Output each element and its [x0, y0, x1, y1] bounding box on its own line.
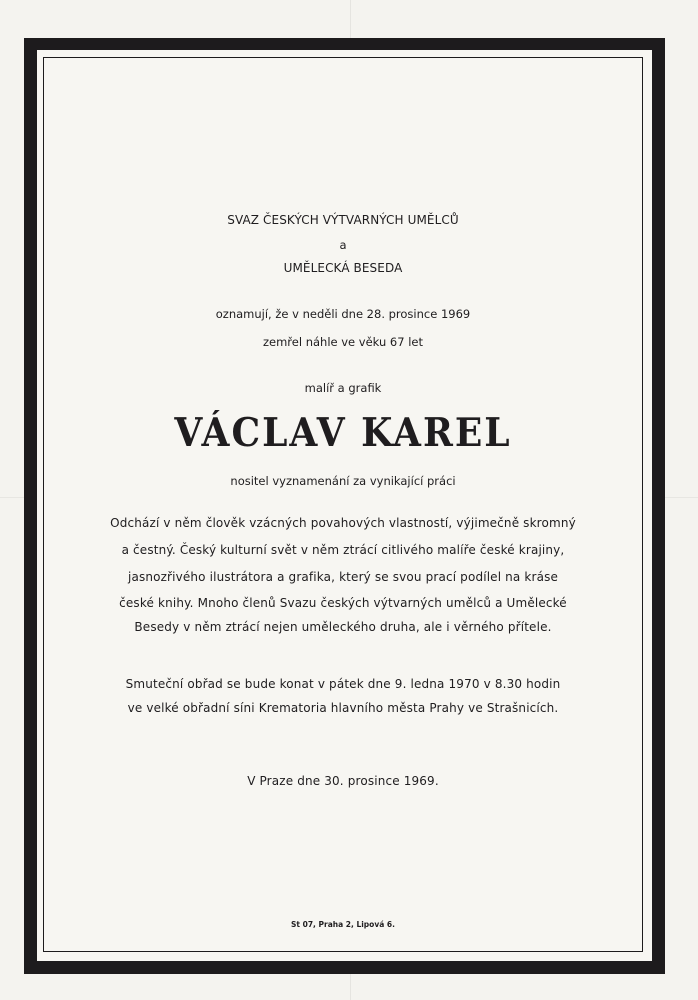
ceremony-line: ve velké obřadní síni Krematoria hlavního města Prahy ve Strašnicích. [127, 701, 559, 715]
inner-frame-line [43, 57, 643, 952]
place-date: V Praze dne 30. prosince 1969. [247, 774, 439, 788]
organization-1: SVAZ ČESKÝCH VÝTVARNÝCH UMĚLCŮ [227, 213, 459, 227]
printer-mark: St 07, Praha 2, Lipová 6. [291, 920, 395, 929]
tribute-line: jasnozřivého ilustrátora a grafika, který se svou prací podílel na kráse [127, 570, 559, 584]
tribute-line: české knihy. Mnoho členů Svazu českých výtvarných umělců a Umělecké [119, 596, 567, 610]
deceased-name: VÁCLAV KAREL [174, 410, 512, 456]
organization-2: UMĚLECKÁ BESEDA [283, 261, 403, 275]
tribute-line: a čestný. Český kulturní svět v něm ztrácí citlivého malíře české krajiny, [121, 543, 565, 557]
announcement-age: zemřel náhle ve věku 67 let [262, 335, 423, 349]
award: nositel vyznamenání za vynikající práci [230, 474, 456, 488]
announcement-date: oznamují, že v neděli dne 28. prosince 1969 [215, 307, 471, 321]
profession: malíř a grafik [304, 381, 382, 395]
conjunction: a [339, 238, 347, 252]
tribute-line: Odchází v něm člověk vzácných povahových vlastností, výjimečně skromný [110, 516, 576, 530]
tribute-line: Besedy v něm ztrácí nejen uměleckého druha, ale i věrného přítele. [134, 620, 552, 634]
ceremony-line: Smuteční obřad se bude konat v pátek dne 9. ledna 1970 v 8.30 hodin [125, 677, 561, 691]
